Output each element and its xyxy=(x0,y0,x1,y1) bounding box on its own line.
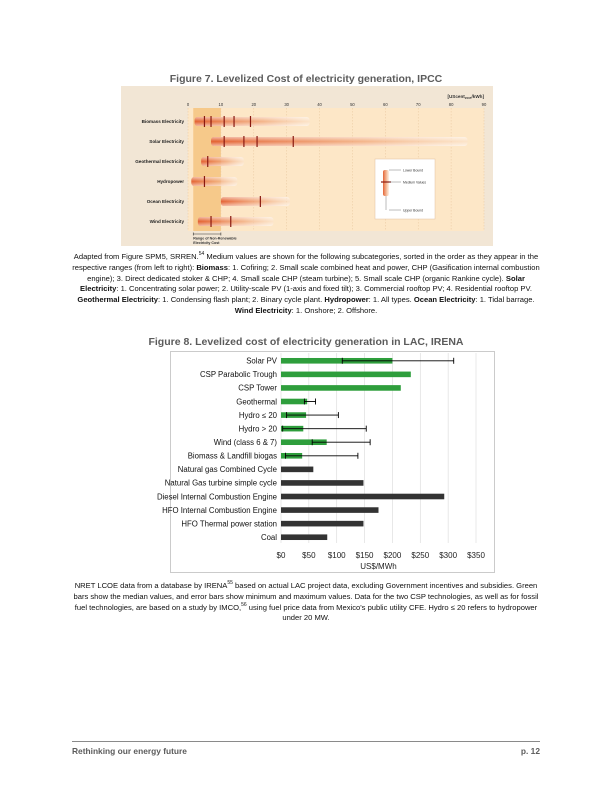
figure8-category-label: Wind (class 6 & 7) xyxy=(213,438,277,448)
figure7-plot-area xyxy=(188,108,484,231)
page-number: p. 12 xyxy=(520,746,540,756)
figure8-bar xyxy=(281,494,444,500)
figure7-unit-label: [UScent$_{2005}$/kWh] xyxy=(447,94,484,100)
figure8-frame xyxy=(171,352,495,573)
figure8-bar xyxy=(281,507,379,513)
figure8-category-label: Hydro ≤ 20 xyxy=(238,410,277,420)
figure7-tick-label: 90 xyxy=(481,102,487,107)
figure8-bar xyxy=(281,467,313,473)
figure7-tick-label: 50 xyxy=(350,102,355,107)
figure7-legend-upper: Lower Bound xyxy=(403,168,423,173)
non-renewable-label-line1: Range of Non-Renewable xyxy=(193,236,237,241)
figure7-range-highlight xyxy=(221,197,290,206)
figure7-category-label: Wind Electricity xyxy=(149,219,184,225)
figure7-category-label: Biomass Electricity xyxy=(141,119,184,125)
figure8-tick-label: $300 xyxy=(439,551,458,560)
figure8-bar xyxy=(281,372,411,378)
figure7-tick-label: 30 xyxy=(284,102,290,107)
figure7-range-highlight xyxy=(195,117,310,126)
figure8-caption: NRET LCOE data from a database by IRENA$^{55}$ based on actual LAC project data, excluding Government incentives and subsidies. Green bars show the median values, and error bars show minimum and maximum values. Data for the two CSP technologies, as well as for fossil fuel technologies, are based on a study by IMCO,$^{56}$ using fuel price data from Mexico's public utility CFE. Hydro ≤ 20 refers to hydropower under 20 MW. xyxy=(73,580,539,623)
figure7-legend-medium: Medium Values xyxy=(403,180,427,185)
figure8-tick-label: $50 xyxy=(302,551,316,560)
footer-title: Rethinking our energy future xyxy=(72,746,187,756)
figure8-category-label: Geothermal xyxy=(236,397,277,407)
non-renewable-label-line2: Electricity Cost xyxy=(193,241,220,245)
figure7-range-highlight xyxy=(191,177,237,186)
figure7-tick-label: 60 xyxy=(382,102,388,107)
figure8-category-label: Solar PV xyxy=(246,356,277,366)
figure7-tick-label: 0 xyxy=(186,102,190,107)
figure8-tick-label: $150 xyxy=(355,551,374,560)
figure7-category-label: Geothermal Electricity xyxy=(135,159,184,165)
figure8-category-label: HFO Thermal power station xyxy=(181,519,277,529)
figure8-xlabel: US$/MWh xyxy=(360,562,397,571)
figure8-category-label: Natural Gas turbine simple cycle xyxy=(164,478,277,488)
figure7-title: Figure 7. Levelized Cost of electricity generation, IPCC xyxy=(169,73,443,85)
figure7-legend-lower: Upper Bound xyxy=(403,208,423,213)
figure8-chart xyxy=(156,351,495,573)
non-renewable-band xyxy=(193,108,221,231)
figure7-range-highlight xyxy=(211,137,468,146)
figure8-bar xyxy=(281,534,327,540)
figure8-category-label: CSP Tower xyxy=(238,383,277,393)
figure8-category-label: Hydro > 20 xyxy=(238,424,277,434)
figure7-category-label: Hydropower xyxy=(157,179,184,185)
figure8-bar xyxy=(281,385,401,391)
figure7-tick-label: 20 xyxy=(251,102,257,107)
footer-divider xyxy=(72,741,540,742)
figure8-category-label: CSP Parabolic Trough xyxy=(199,370,277,380)
figure8-category-label: Coal xyxy=(260,533,277,543)
figure7-category-label: Ocean Electricity xyxy=(146,199,184,205)
figure8-title: Figure 8. Levelized cost of electricity generation in LAC, IRENA xyxy=(148,336,464,348)
figure8-bar xyxy=(281,399,307,405)
figure7-tick-label: 40 xyxy=(317,102,322,107)
figure8-bar xyxy=(281,480,363,486)
figure7-tick-label: 70 xyxy=(415,102,421,107)
figure8-category-label: Diesel Internal Combustion Engine xyxy=(156,492,277,502)
figure7-chart xyxy=(121,86,493,246)
figure8-bar xyxy=(281,521,363,527)
figure8-tick-label: $100 xyxy=(327,551,346,560)
figure8-tick-label: $350 xyxy=(467,551,485,560)
figure7-legend-swatch xyxy=(383,170,389,196)
figure8-tick-label: $200 xyxy=(383,551,402,560)
figure7-tick-label: 10 xyxy=(218,102,224,107)
figure8-category-label: Natural gas Combined Cycle xyxy=(177,465,277,475)
figure7-category-label: Solar Electricity xyxy=(149,139,184,145)
figure7-tick-label: 80 xyxy=(448,102,454,107)
figure8-tick-label: $0 xyxy=(276,551,286,560)
figure8-category-label: Biomass & Landfill biogas xyxy=(187,451,277,461)
figure8-tick-label: $250 xyxy=(411,551,430,560)
figure7-range-highlight xyxy=(198,217,274,226)
figure7-caption: Adapted from Figure SPM5, SRREN.$^{54}$ Medium values are shown for the following subcategories, sorted in the order as they appear in the respective ranges (from left to right): Biomass: 1. Cofiring; 2. Small scale combined heat and power, CHP (Gasification internal combustion engine); 3. Direct dedicated stoker & CHP; 4. Small scale CHP (steam turbine); 5. Small scale CHP (organic Rankine cycle). Solar Electricity: 1. Concentrating solar power; 2. Utility-scale PV (1-axis and fixed tilt); 3. Commercial rooftop PV; 4. Residential rooftop PV. Geothermal Electricity: 1. Condensing flash plant; 2. Binary cycle plant. Hydropower: 1. All types. Ocean Electricity: 1. Tidal barrage. Wind Electricity: 1. Onshore; 2. Offshore. xyxy=(72,251,540,315)
figure8-category-label: HFO Internal Combustion Engine xyxy=(162,505,277,515)
